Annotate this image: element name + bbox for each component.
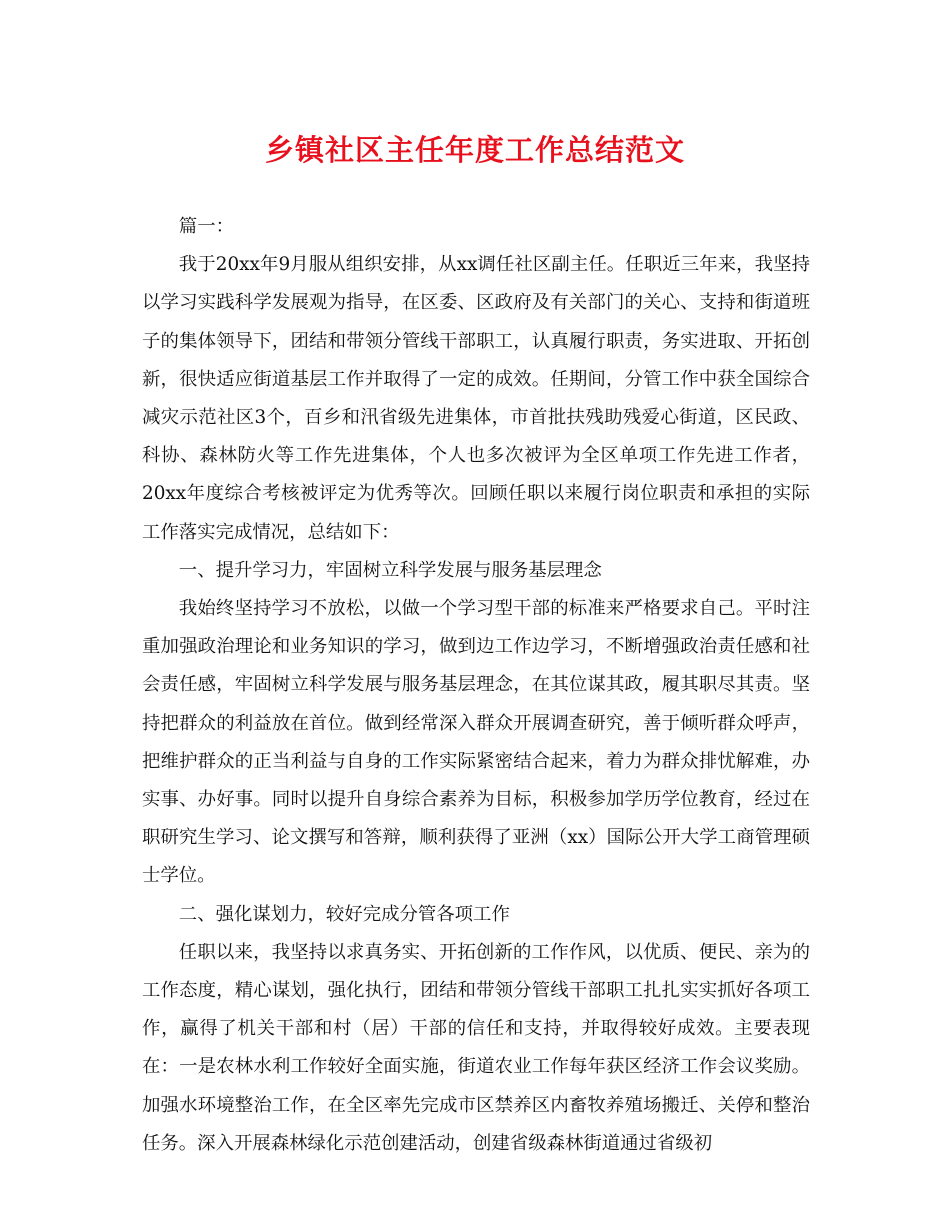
document-title: 乡镇社区主任年度工作总结范文 (264, 133, 685, 167)
document-body (142, 208, 810, 1163)
paragraph-section-1: 我始终坚持学习不放松，以做一个学习型干部的标准来严格要求自己。平时注重加强政治理论和业务知识的学习，做到边工作边学习，不断增强政治责任感和社会责任感，牢固树立科学发展与服务基层理念，在其位谋其政，履其职尽其责。坚持把群众的利益放在首位。做到经常深入群众开展调查研究，善于倾听群众呼声，把维护群众的正当利益与自身的工作实际紧密结合起来，着力为群众排忧解难，办实事、办好事。同时以提升自身综合素养为目标，积极参加学历学位教育，经过在职研究生学习、论文撰写和答辩，顺利获得了亚洲（xx）国际公开大学工商管理硕士学位。 (142, 598, 810, 887)
heading-section-1: 一、提升学习力，牢固树立科学发展与服务基层理念 (178, 559, 602, 581)
paragraph-section-2: 任职以来，我坚持以求真务实、开拓创新的工作作风，以优质、便民、亲为的工作态度，精心谋划，强化执行，团结和带领分管线干部职工扎扎实实抓好各项工作，赢得了机关干部和村（居）干部的信任和支持，并取得较好成效。主要表现在：一是农林水利工作较好全面实施，街道农业工作每年获区经济工作会议奖励。加强水环境整治工作，在全区率先完成市区禁养区内畜牧养殖场搬迁、关停和整治任务。深入开展森林绿化示范创建活动，创建省级森林街道通过省级初 (142, 941, 810, 1154)
paragraph-intro: 我于20xx年9月服从组织安排，从xx调任社区副主任。任职近三年来，我坚持以学习实践科学发展观为指导，在区委、区政府及有关部门的关心、支持和街道班子的集体领导下，团结和带领分管线干部职工，认真履行职责，务实进取、开拓创新，很快适应街道基层工作并取得了一定的成效。任期间，分管工作中获全国综合减灾示范社区3个，百乡和汛省级先进集体，市首批扶残助残爱心街道，区民政、科协、森林防火等工作先进集体，个人也多次被评为全区单项工作先进工作者，20xx年度综合考核被评定为优秀等次。回顾任职以来履行岗位职责和承担的实际工作落实完成情况，总结如下： (142, 254, 810, 543)
heading-section-2: 二、强化谋划力，较好完成分管各项工作 (178, 903, 510, 925)
paragraph-section-label: 篇一： (178, 216, 234, 237)
